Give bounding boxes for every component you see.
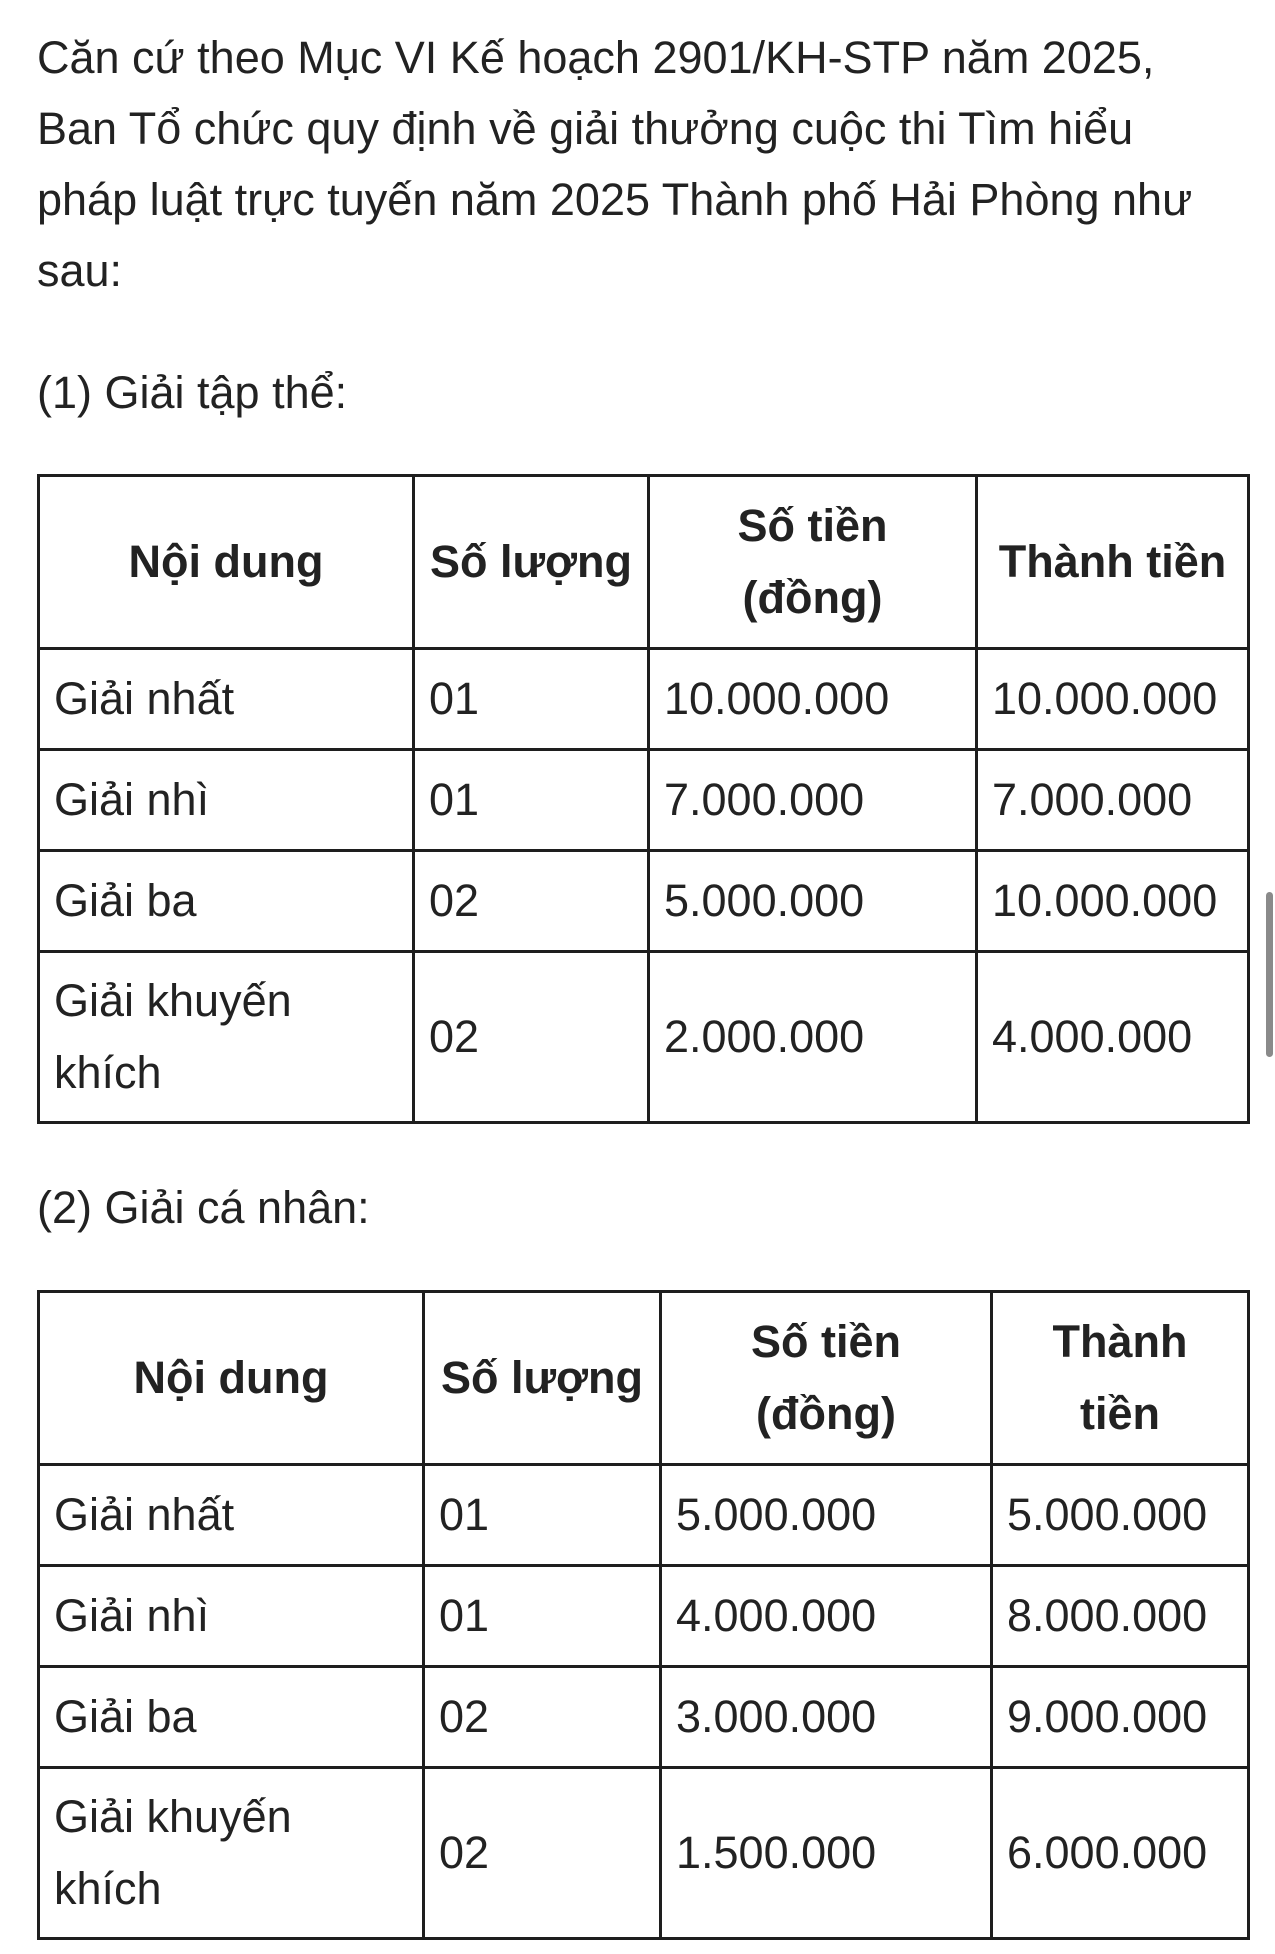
cell-quantity: 02 [414, 851, 649, 952]
cell-total: 10.000.000 [977, 851, 1249, 952]
cell-quantity: 02 [424, 1667, 661, 1768]
table-row [39, 750, 1249, 851]
cell-amount: 10.000.000 [649, 649, 977, 750]
header-quantity: Số lượng [424, 1292, 661, 1465]
table-row [39, 1667, 1249, 1768]
cell-total: 4.000.000 [977, 952, 1249, 1123]
cell-content: Giải khuyến khích [39, 952, 414, 1123]
cell-total: 6.000.000 [992, 1768, 1249, 1939]
cell-content: Giải nhất [39, 649, 414, 750]
cell-quantity: 01 [414, 649, 649, 750]
cell-amount: 5.000.000 [649, 851, 977, 952]
cell-content: Giải nhất [39, 1465, 424, 1566]
table-row [39, 1768, 1249, 1939]
header-total: Thành tiền [977, 476, 1249, 649]
cell-quantity: 02 [424, 1768, 661, 1939]
cell-amount: 4.000.000 [661, 1566, 992, 1667]
header-amount: Số tiền (đồng) [661, 1292, 992, 1465]
cell-total: 10.000.000 [977, 649, 1249, 750]
section-label-collective: (1) Giải tập thể: [37, 367, 348, 418]
cell-quantity: 01 [424, 1566, 661, 1667]
table-header-row [39, 476, 1249, 649]
cell-total: 8.000.000 [992, 1566, 1249, 1667]
cell-quantity: 01 [424, 1465, 661, 1566]
cell-total: 5.000.000 [992, 1465, 1249, 1566]
header-amount: Số tiền (đồng) [649, 476, 977, 649]
cell-total: 9.000.000 [992, 1667, 1249, 1768]
header-quantity: Số lượng [414, 476, 649, 649]
cell-content: Giải khuyến khích [39, 1768, 424, 1939]
table-row [39, 1566, 1249, 1667]
table-row [39, 952, 1249, 1123]
cell-amount: 3.000.000 [661, 1667, 992, 1768]
cell-quantity: 02 [414, 952, 649, 1123]
cell-amount: 2.000.000 [649, 952, 977, 1123]
collective-prize-table [37, 474, 1250, 1124]
cell-amount: 5.000.000 [661, 1465, 992, 1566]
cell-quantity: 01 [414, 750, 649, 851]
table-row [39, 649, 1249, 750]
table-row [39, 1465, 1249, 1566]
header-total: Thành tiền [992, 1292, 1249, 1465]
cell-content: Giải nhì [39, 1566, 424, 1667]
scrollbar-thumb[interactable] [1266, 892, 1273, 1057]
cell-content: Giải nhì [39, 750, 414, 851]
header-content: Nội dung [39, 1292, 424, 1465]
header-content: Nội dung [39, 476, 414, 649]
individual-prize-table [37, 1290, 1250, 1940]
cell-content: Giải ba [39, 851, 414, 952]
cell-content: Giải ba [39, 1667, 424, 1768]
cell-total: 7.000.000 [977, 750, 1249, 851]
cell-amount: 1.500.000 [661, 1768, 992, 1939]
intro-paragraph: Căn cứ theo Mục VI Kế hoạch 2901/KH-STP năm 2025, Ban Tổ chức quy định về giải thưởng cuộc thi Tìm hiểu pháp luật trực tuyến năm 2025 Thành phố Hải Phòng như sau: [37, 32, 1193, 296]
table-row [39, 851, 1249, 952]
cell-amount: 7.000.000 [649, 750, 977, 851]
section-label-individual: (2) Giải cá nhân: [37, 1182, 370, 1233]
table-header-row [39, 1292, 1249, 1465]
